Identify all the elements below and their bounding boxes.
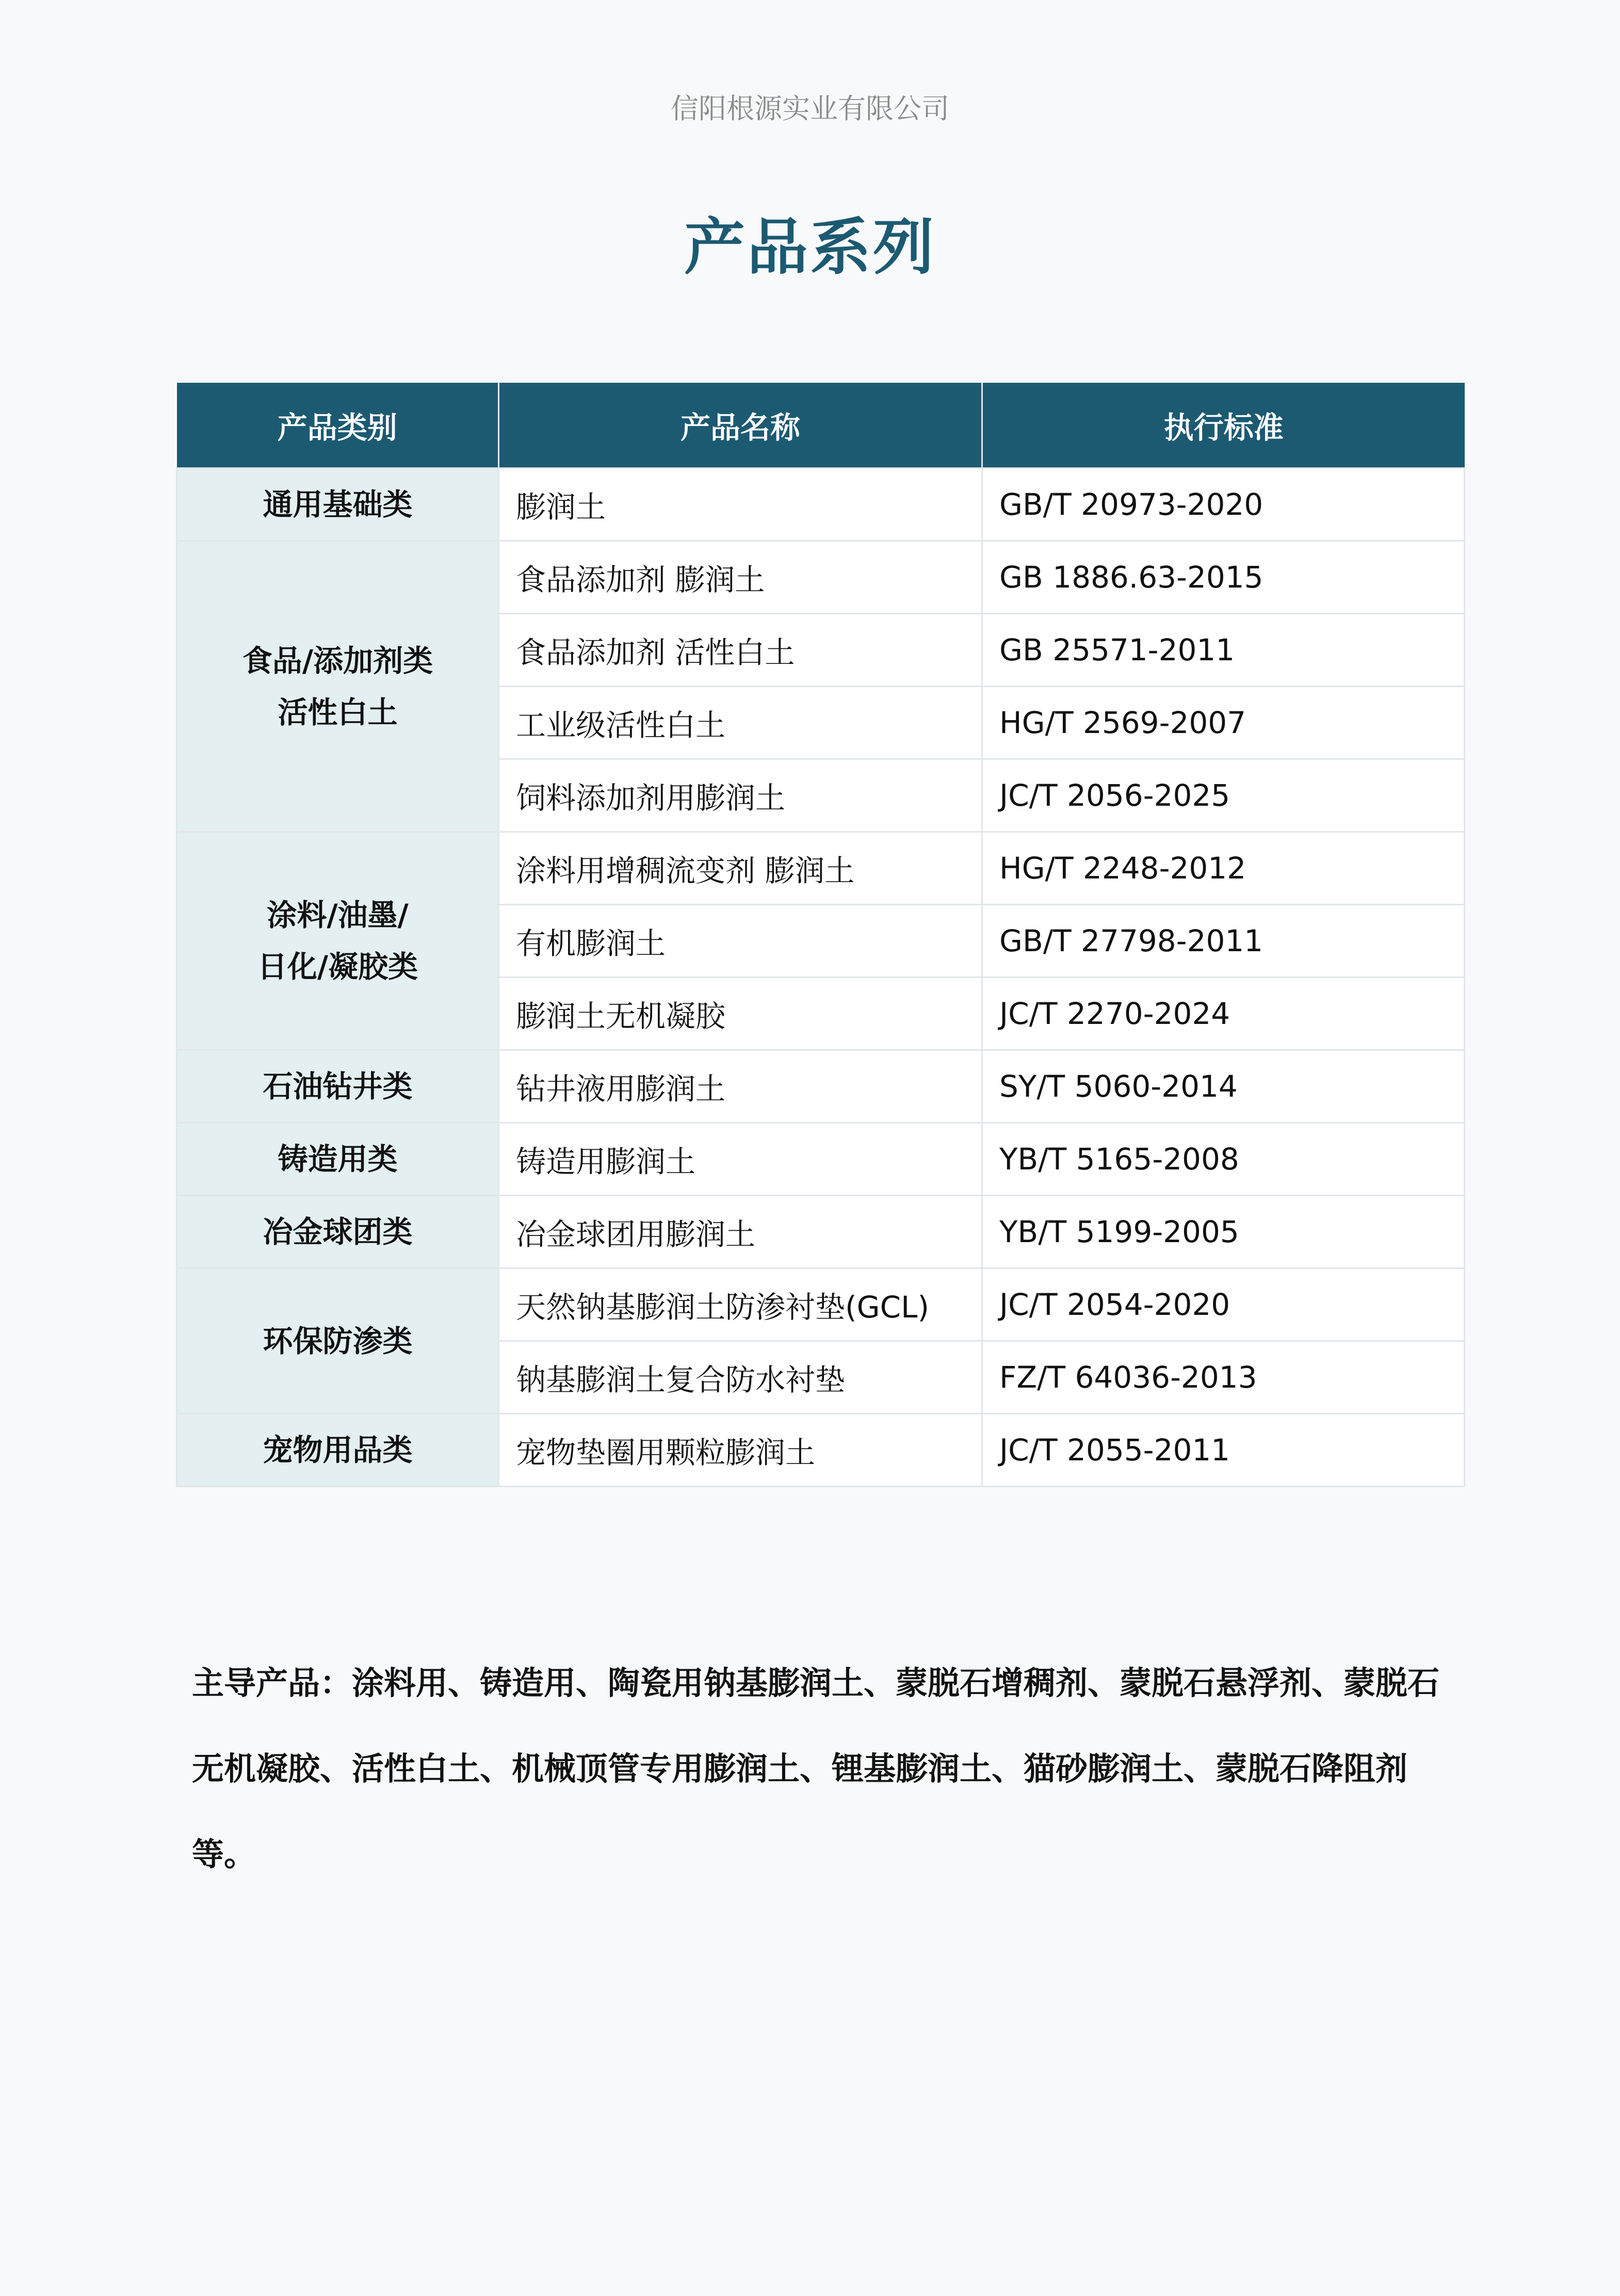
page-title: 产品系列 [684, 211, 936, 283]
category-label: 通用基础类 [263, 487, 413, 522]
product-name-cell: 宠物垫圈用颗粒膨润土 [499, 1414, 982, 1487]
category-label: 环保防渗类 [263, 1323, 413, 1359]
table-row [177, 468, 1465, 541]
category-label: 日化/凝胶类 [257, 949, 418, 984]
category-label: 食品/添加剂类 [242, 643, 433, 678]
standard-cell: JC/T 2056-2025 [982, 759, 1465, 832]
product-name-cell: 膨润土无机凝胶 [499, 978, 982, 1050]
category-label: 石油钻井类 [263, 1069, 413, 1104]
category-cell [177, 1123, 499, 1196]
product-name-cell: 涂料用增稠流变剂 膨润土 [499, 832, 982, 905]
category-label: 冶金球团类 [263, 1214, 413, 1249]
company-name: 信阳根源实业有限公司 [671, 92, 949, 125]
product-name-cell: 冶金球团用膨润土 [499, 1196, 982, 1268]
header-standard: 执行标准 [982, 383, 1465, 468]
category-label: 宠物用品类 [263, 1432, 413, 1468]
category-cell [177, 1196, 499, 1268]
category-cell [177, 1050, 499, 1123]
product-name-cell: 有机膨润土 [499, 905, 982, 978]
header-category: 产品类别 [177, 383, 499, 468]
header-row [177, 383, 1465, 468]
product-name-cell: 铸造用膨润土 [499, 1123, 982, 1196]
standard-cell: GB/T 27798-2011 [982, 905, 1465, 978]
standard-cell: GB 25571-2011 [982, 614, 1465, 687]
standard-cell: FZ/T 64036-2013 [982, 1341, 1465, 1414]
category-cell [177, 468, 499, 541]
standard-cell: HG/T 2248-2012 [982, 832, 1465, 905]
table-row [177, 541, 1465, 614]
standard-cell: SY/T 5060-2014 [982, 1050, 1465, 1123]
table-row [177, 1414, 1465, 1487]
table-row [177, 1123, 1465, 1196]
standard-cell: JC/T 2055-2011 [982, 1414, 1465, 1487]
category-label: 活性白土 [278, 694, 398, 730]
product-name-cell: 工业级活性白土 [499, 687, 982, 759]
product-name-cell: 钠基膨润土复合防水衬垫 [499, 1341, 982, 1414]
product-name-cell: 饲料添加剂用膨润土 [499, 759, 982, 832]
header-product-name: 产品名称 [499, 383, 982, 468]
product-table [176, 383, 1465, 1487]
category-cell [177, 1414, 499, 1487]
product-name-cell: 食品添加剂 活性白土 [499, 614, 982, 687]
table-header [177, 383, 1465, 468]
standard-cell: JC/T 2054-2020 [982, 1268, 1465, 1341]
standard-cell: JC/T 2270-2024 [982, 978, 1465, 1050]
table-body [177, 468, 1465, 1487]
main-products-summary: 主导产品：涂料用、铸造用、陶瓷用钠基膨润土、蒙脱石增稠剂、蒙脱石悬浮剂、蒙脱石无机凝胶、活性白土、机械顶管专用膨润土、锂基膨润土、猫砂膨润土、蒙脱石降阻剂等。 [192, 1664, 1440, 1873]
category-label: 铸造用类 [278, 1142, 398, 1177]
product-name-cell: 钻井液用膨润土 [499, 1050, 982, 1123]
table-row [177, 832, 1465, 905]
product-name-cell: 膨润土 [499, 468, 982, 541]
category-cell [177, 541, 499, 832]
standard-cell: GB/T 20973-2020 [982, 468, 1465, 541]
standard-cell: YB/T 5199-2005 [982, 1196, 1465, 1268]
category-cell [177, 1268, 499, 1414]
standard-cell: GB 1886.63-2015 [982, 541, 1465, 614]
category-cell [177, 832, 499, 1050]
product-name-cell: 食品添加剂 膨润土 [499, 541, 982, 614]
category-label: 涂料/油墨/ [267, 898, 409, 933]
standard-cell: HG/T 2569-2007 [982, 687, 1465, 759]
standard-cell: YB/T 5165-2008 [982, 1123, 1465, 1196]
table-row [177, 1196, 1465, 1268]
table-row [177, 1268, 1465, 1341]
table-row [177, 1050, 1465, 1123]
product-name-cell: 天然钠基膨润土防渗衬垫(GCL) [499, 1268, 982, 1341]
